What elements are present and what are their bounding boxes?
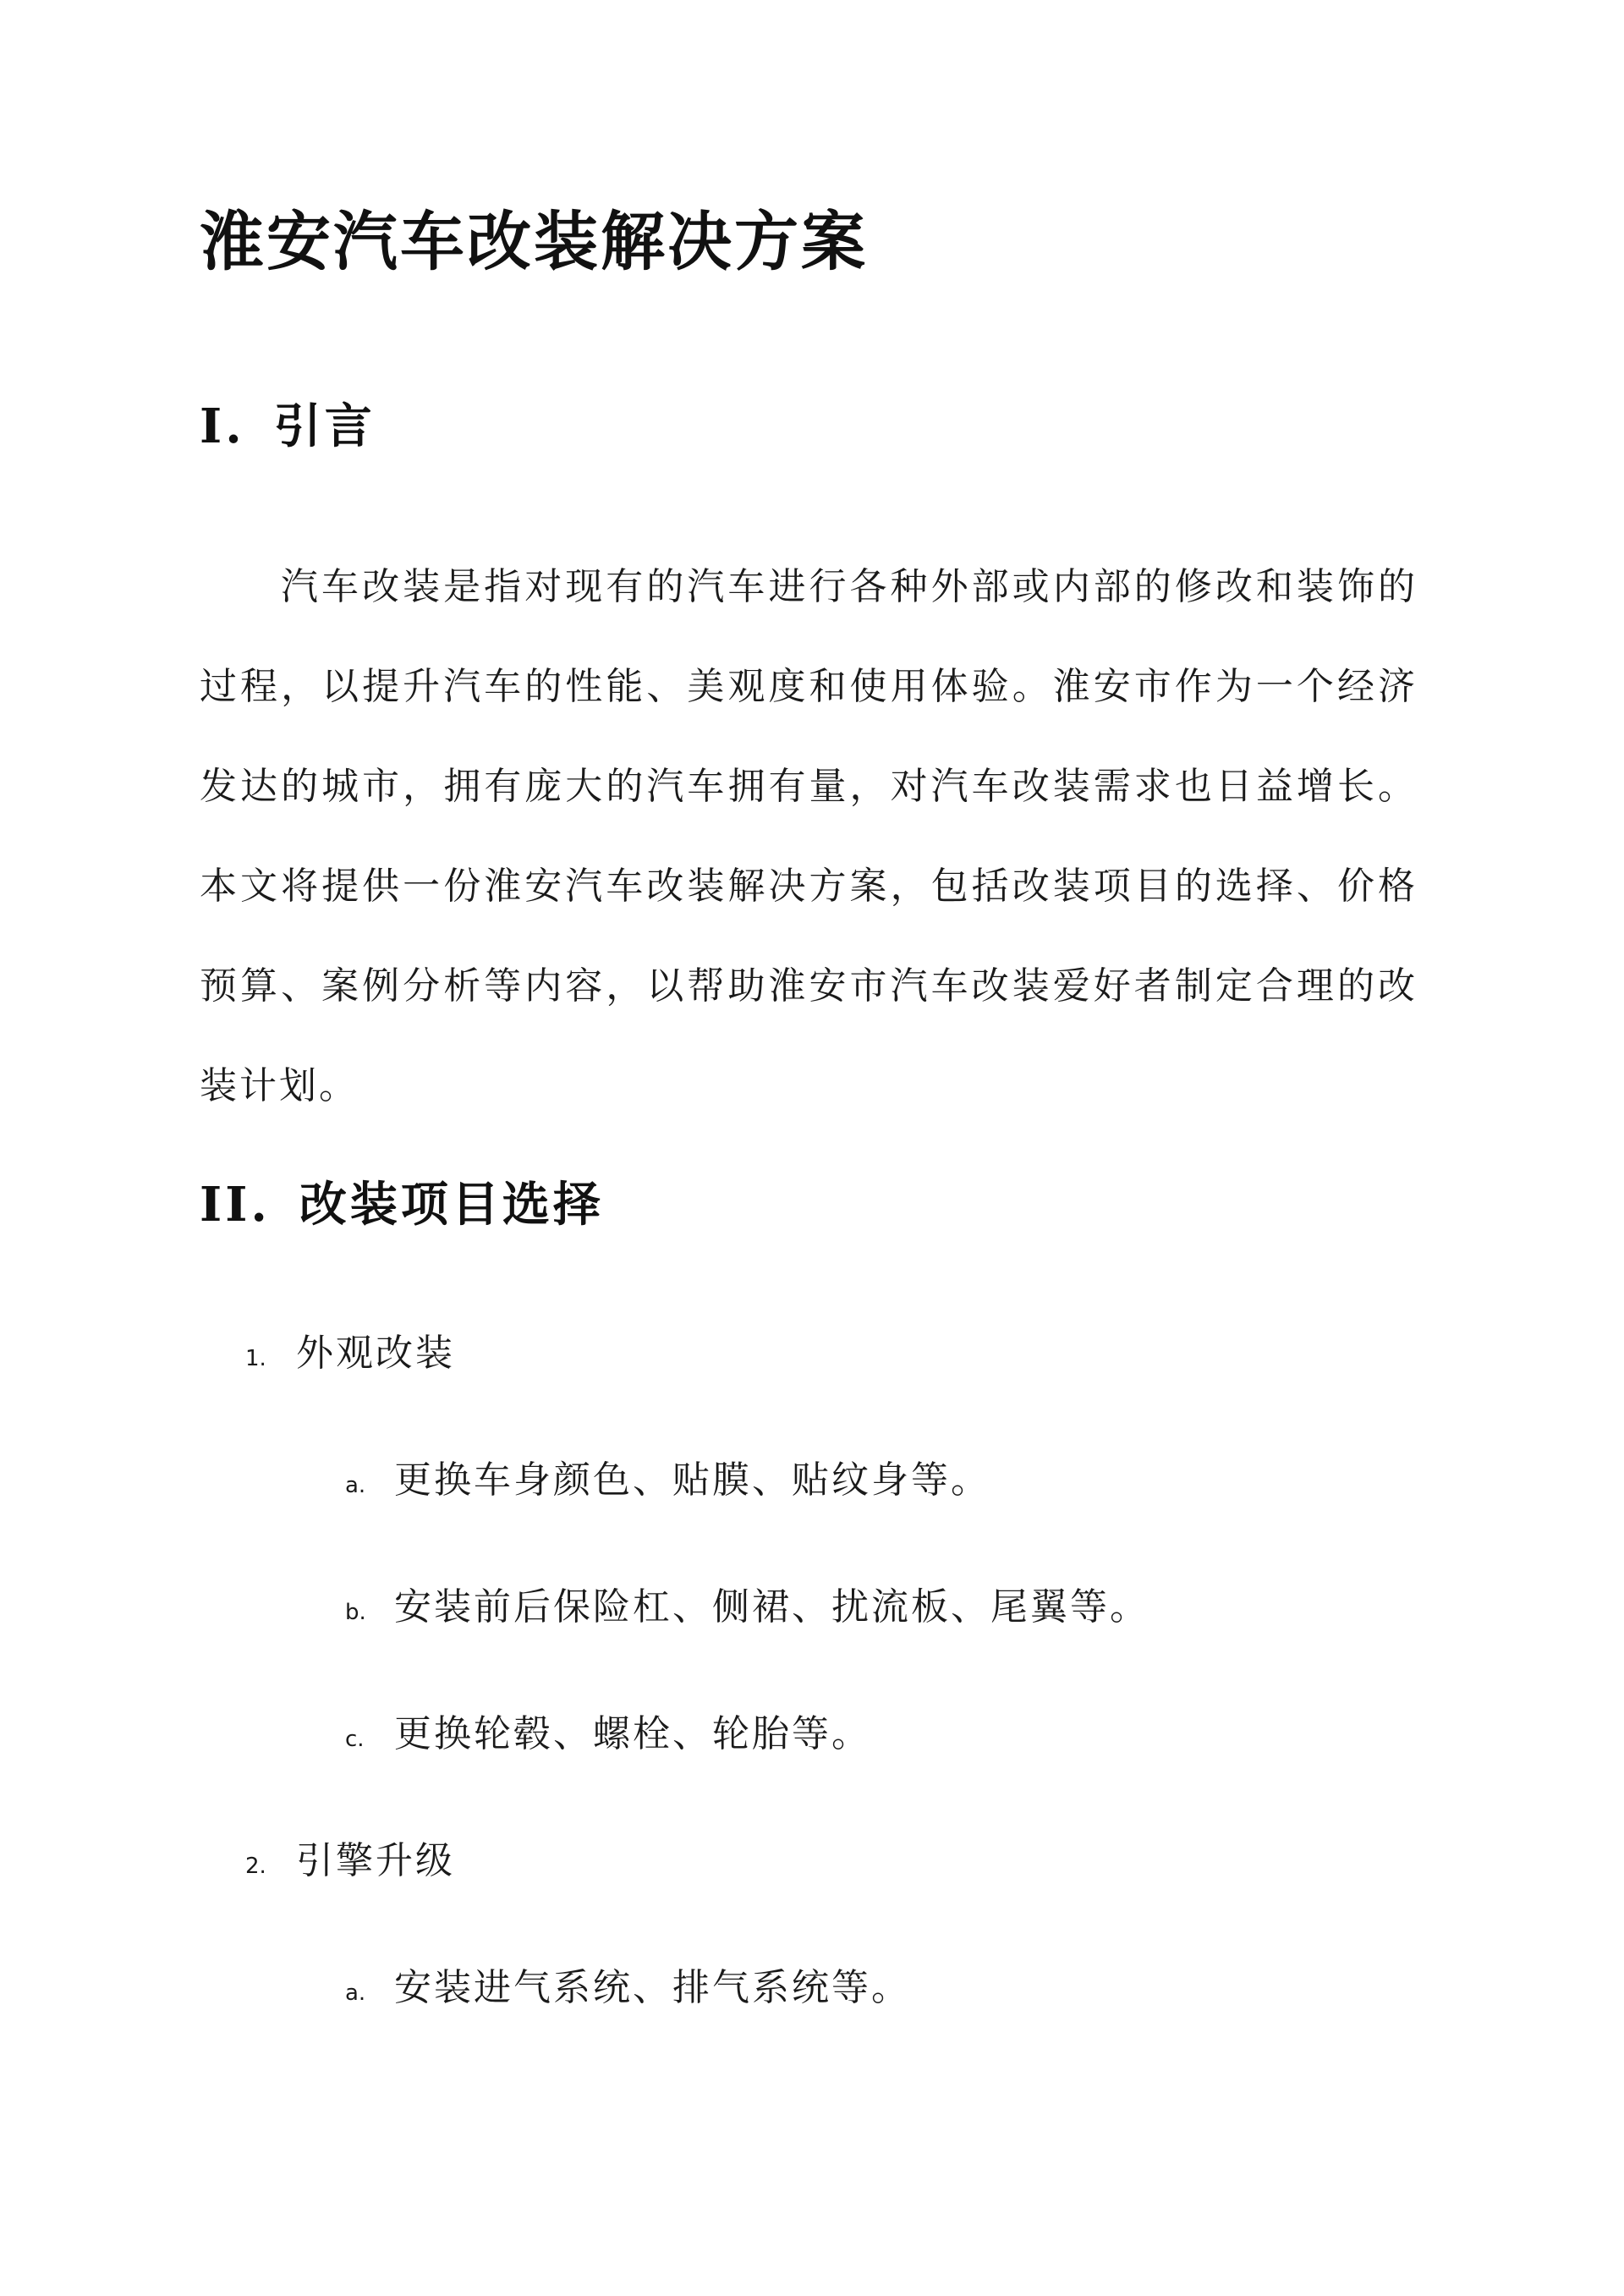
section-heading-introduction — [200, 396, 376, 457]
list-item-label: 引擎升级 — [296, 1839, 455, 1882]
list-marker: a. — [345, 1980, 366, 2006]
sub-list-item — [345, 1709, 871, 1765]
section-title: 引言 — [273, 398, 376, 454]
section-heading-modification-selection — [200, 1174, 604, 1235]
sub-list-item-text: 更换车身颜色、贴膜、贴纹身等。 — [394, 1458, 990, 1502]
list-marker: b. — [345, 1600, 366, 1625]
list-marker: a. — [345, 1473, 366, 1498]
section-number: I. — [200, 398, 245, 454]
document-title: 淮安汽车改装解决方案 — [200, 204, 868, 279]
sub-list-item — [345, 1582, 1149, 1638]
list-marker: 2. — [245, 1854, 266, 1879]
section-number: II. — [200, 1177, 271, 1233]
introduction-paragraph: 汽车改装是指对现有的汽车进行各种外部或内部的修改和装饰的过程，以提升汽车的性能、美观度和使用体验。淮安市作为一个经济发达的城市，拥有庞大的汽车拥有量，对汽车改装需求也日益增长。本文将提供一份淮安汽车改装解决方案，包括改装项目的选择、价格预算、案例分析等内容，以帮助淮安市汽车改装爱好者制定合理的改装计划。 — [200, 565, 1418, 1107]
sub-list-item-text: 更换轮毂、螺栓、轮胎等。 — [394, 1712, 871, 1755]
sub-list-item — [345, 1455, 990, 1511]
sub-list-item-text: 安装进气系统、排气系统等。 — [394, 1966, 911, 2009]
list-marker: 1. — [245, 1346, 266, 1371]
sub-list-item-text: 安装前后保险杠、侧裙、扰流板、尾翼等。 — [394, 1585, 1149, 1629]
list-item-label: 外观改装 — [296, 1332, 455, 1375]
list-item-exterior-modification — [245, 1328, 455, 1384]
list-marker: c. — [345, 1727, 365, 1752]
section-title: 改装项目选择 — [299, 1177, 604, 1233]
sub-list-item — [345, 1963, 911, 2019]
list-item-engine-upgrade — [245, 1836, 455, 1892]
